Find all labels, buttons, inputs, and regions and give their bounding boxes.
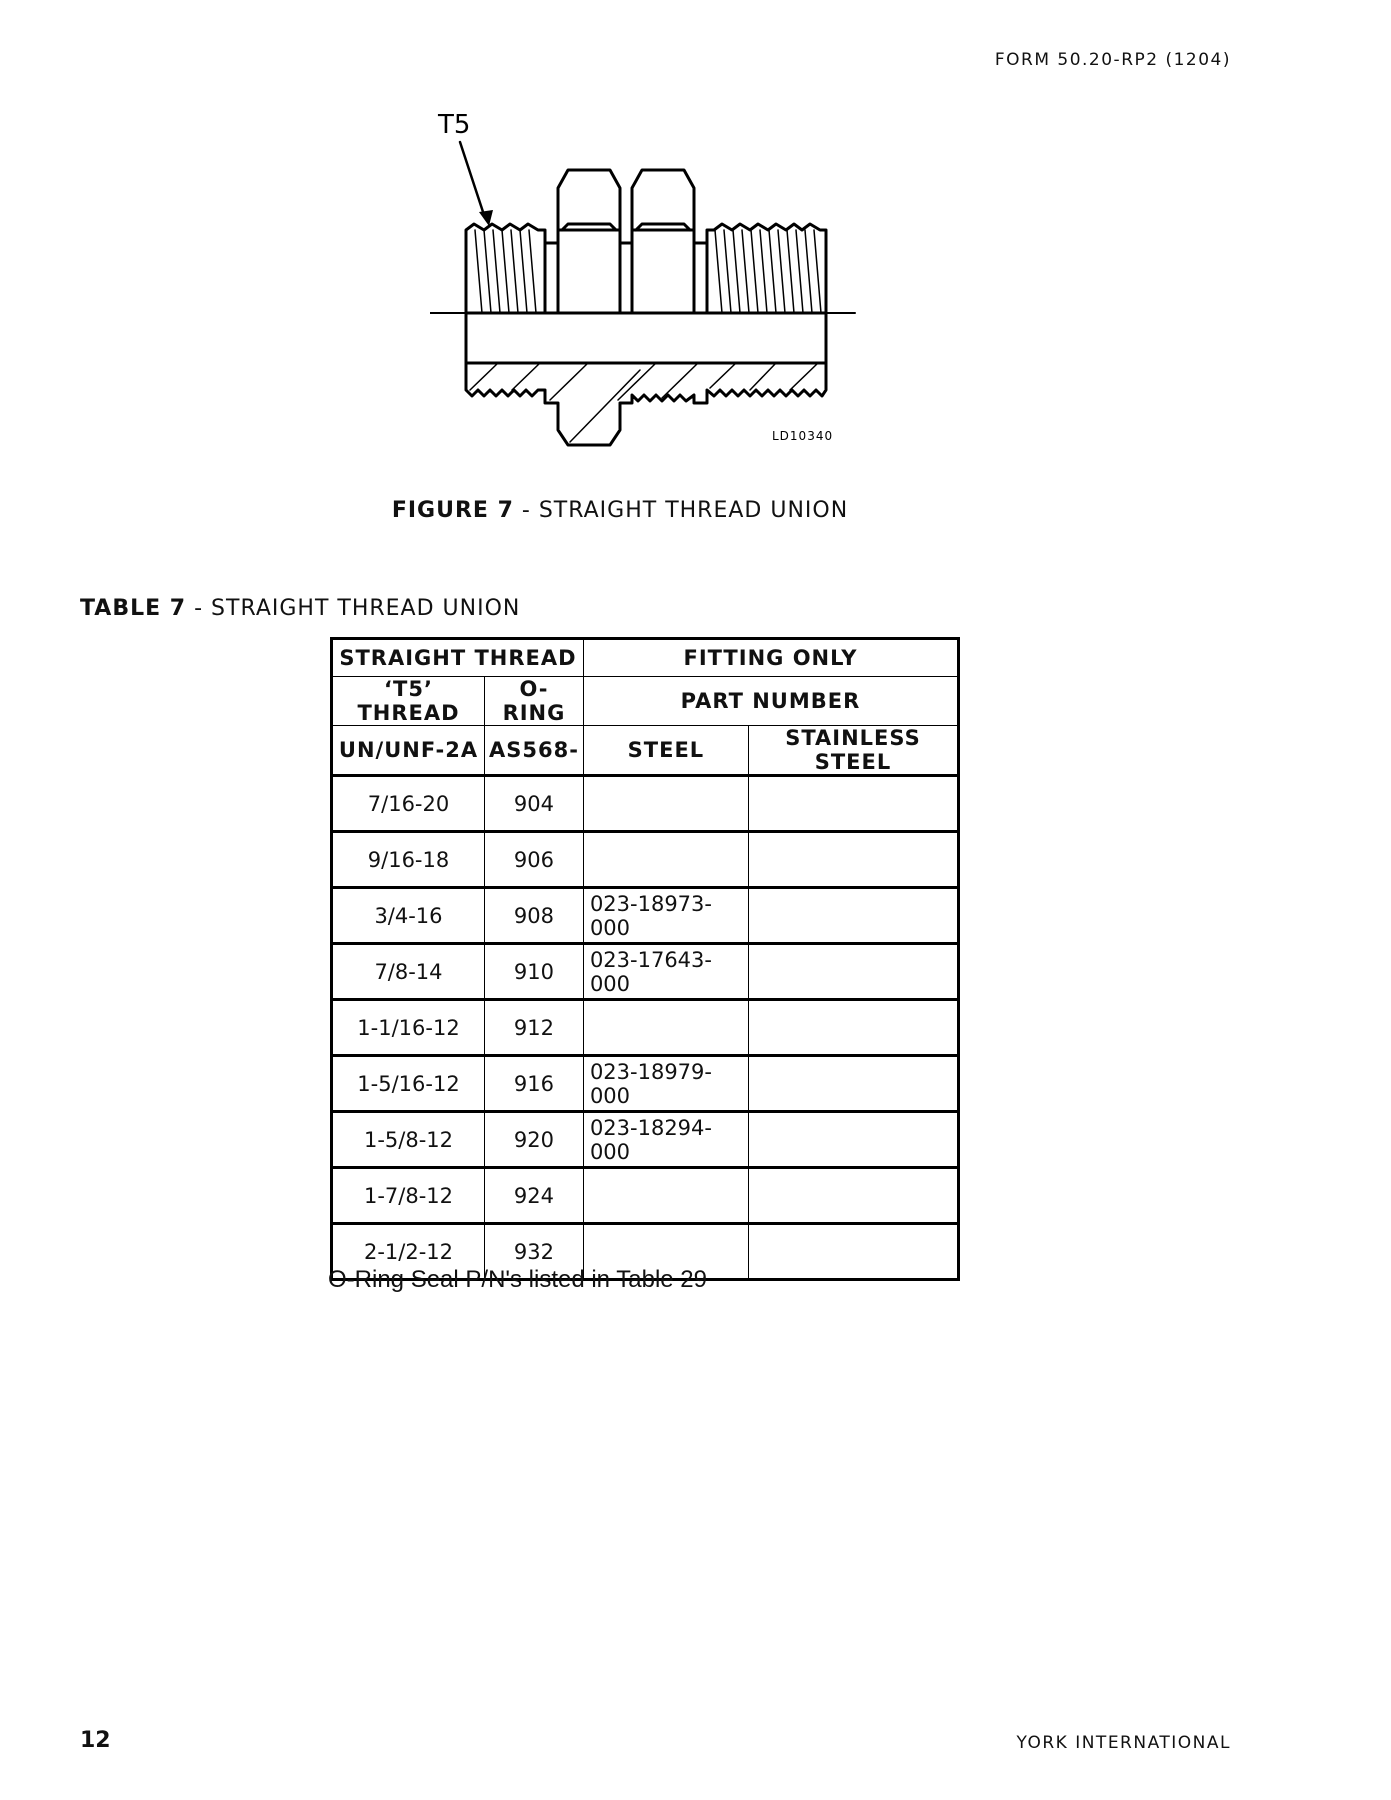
stainless-part-cell — [748, 1056, 958, 1112]
stainless-part-cell — [748, 1000, 958, 1056]
stainless-part-cell — [748, 776, 958, 832]
table-row — [332, 832, 959, 888]
steel-part-cell — [583, 1000, 748, 1056]
o-ring-cell: 932 — [485, 1224, 584, 1280]
steel-part-cell: 023-18979-000 — [583, 1056, 748, 1112]
o-ring-cell: 908 — [485, 888, 584, 944]
header-steel: STEEL — [583, 726, 748, 776]
straight-thread-union-table — [330, 637, 960, 1281]
thread-cell: 1-5/8-12 — [332, 1112, 485, 1168]
drawing-id: LD10340 — [772, 429, 834, 443]
figure-caption — [0, 498, 1240, 523]
steel-part-cell — [583, 1168, 748, 1224]
o-ring-cell: 912 — [485, 1000, 584, 1056]
company-name: YORK INTERNATIONAL — [1016, 1733, 1231, 1753]
table-caption-text: - STRAIGHT THREAD UNION — [186, 596, 521, 621]
header-part-number: PART NUMBER — [583, 677, 958, 726]
stainless-part-cell — [748, 832, 958, 888]
o-ring-cell: 916 — [485, 1056, 584, 1112]
steel-part-cell: 023-18973-000 — [583, 888, 748, 944]
straight-thread-union-figure — [430, 100, 890, 450]
table-caption-number: TABLE 7 — [80, 596, 187, 621]
steel-part-cell — [583, 776, 748, 832]
table-row — [332, 776, 959, 832]
o-ring-cell: 910 — [485, 944, 584, 1000]
table-row — [332, 1000, 959, 1056]
stainless-part-cell — [748, 1224, 958, 1280]
t5-callout — [437, 110, 493, 226]
thread-cell: 3/4-16 — [332, 888, 485, 944]
header-un-unf: UN/UNF-2A — [332, 726, 485, 776]
thread-cell: 7/16-20 — [332, 776, 485, 832]
o-ring-cell: 920 — [485, 1112, 584, 1168]
thread-cell: 7/8-14 — [332, 944, 485, 1000]
header-o-ring: O-RING — [485, 677, 584, 726]
thread-cell: 9/16-18 — [332, 832, 485, 888]
table-caption — [80, 596, 520, 621]
form-id: FORM 50.20-RP2 (1204) — [994, 50, 1231, 70]
thread-cell: 1-1/16-12 — [332, 1000, 485, 1056]
steel-part-cell: 023-18294-000 — [583, 1112, 748, 1168]
o-ring-cell: 906 — [485, 832, 584, 888]
figure-caption-number: FIGURE 7 — [391, 498, 514, 523]
o-ring-cell: 904 — [485, 776, 584, 832]
header-stainless-steel: STAINLESS STEEL — [748, 726, 958, 776]
t5-label: T5 — [438, 110, 471, 140]
fitting-drawing — [430, 170, 855, 445]
table-row — [332, 888, 959, 944]
header-t5-thread: ‘T5’ THREAD — [332, 677, 485, 726]
steel-part-cell: 023-17643-000 — [583, 944, 748, 1000]
header-fitting-only: FITTING ONLY — [583, 639, 958, 677]
header-straight-thread: STRAIGHT THREAD — [332, 639, 584, 677]
page-number: 12 — [80, 1728, 111, 1753]
steel-part-cell — [583, 832, 748, 888]
stainless-part-cell — [748, 888, 958, 944]
o-ring-cell: 924 — [485, 1168, 584, 1224]
thread-cell: 1-5/16-12 — [332, 1056, 485, 1112]
header-as568: AS568- — [485, 726, 584, 776]
stainless-part-cell — [748, 1112, 958, 1168]
table-row — [332, 1112, 959, 1168]
stainless-part-cell — [748, 1168, 958, 1224]
figure-caption-text: - STRAIGHT THREAD UNION — [513, 498, 849, 523]
thread-cell: 1-7/8-12 — [332, 1168, 485, 1224]
table-row — [332, 944, 959, 1000]
thread-cell: 2-1/2-12 — [332, 1224, 485, 1280]
table-row — [332, 1056, 959, 1112]
stainless-part-cell — [748, 944, 958, 1000]
table-row — [332, 1168, 959, 1224]
table-note: O-Ring Seal P/N's listed in Table 29 — [328, 1266, 707, 1293]
